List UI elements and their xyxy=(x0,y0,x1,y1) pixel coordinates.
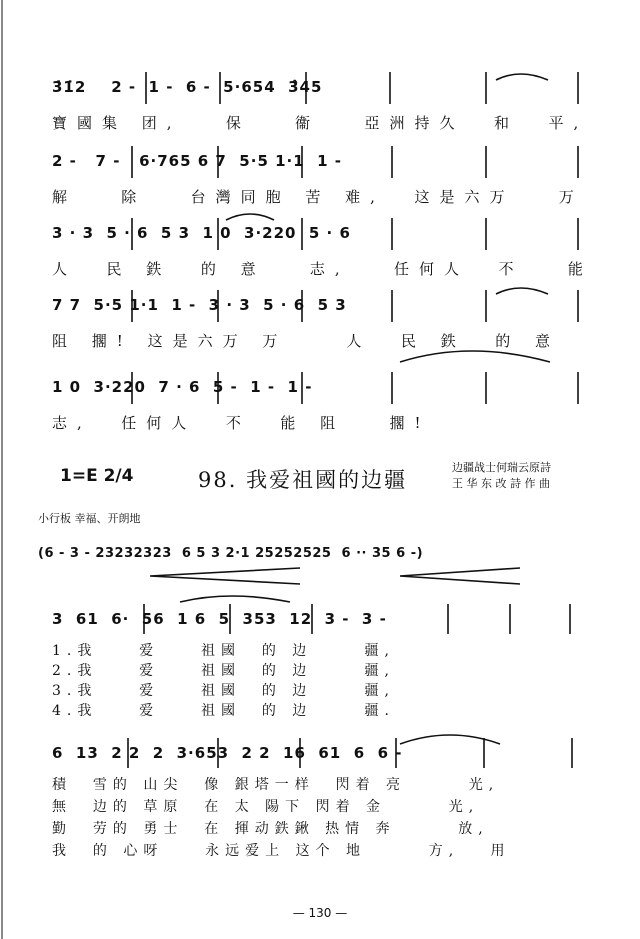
verse-2-line-2: 無 边的 草原 在 太 陽下 閃着 金 光, xyxy=(52,799,480,815)
tempo-marking: 小行板 幸福、开朗地 xyxy=(38,512,141,525)
notation-line-1: 3̇1̇2 2 - 1 - 6 - 5·654 3̂45 xyxy=(52,78,323,96)
notation-line-5: 1 0 3·220 7 · 6 5 - 1 - 1 - xyxy=(52,378,313,396)
credit-lyricist: 边疆战士何瑞云原詩 xyxy=(452,461,551,474)
lyric-line-3: 人 民 鉄 的 意 志, 任何人 不 能 xyxy=(52,260,593,278)
song-title: 98. 我爱祖國的边疆 xyxy=(198,468,408,492)
lyric-line-4: 阻 擱! 这是六万 万 人 民 鉄 的 意 xyxy=(52,332,561,350)
verse-4-line-1: 4.我 爱 祖國 的 边 疆. xyxy=(52,703,396,719)
melody-line-1: 3 61 6· 56 1 6 5 353 12 3 - 3 - xyxy=(52,610,387,628)
verse-3-line-2: 勤 劳的 勇士 在 揮动鉄鍬 热情 奔 放, xyxy=(52,821,489,837)
page-number: — 130 — xyxy=(292,906,348,920)
lyric-line-1: 寶國集 团, 保 衞 亞洲持久 和 平, xyxy=(52,114,589,132)
lyric-line-2: 解 除 台灣同胞 苦 难, 这是六万 万 xyxy=(52,188,584,206)
verse-1-line-1: 1.我 爱 祖國 的 边 疆, xyxy=(52,643,396,659)
notation-line-2: 2 - 7 - 6·765 6 7 5·5 1·1 1 - xyxy=(52,152,343,170)
verse-1-line-2: 積 雪的 山尖 像 銀塔一样 閃着 亮 光, xyxy=(52,777,500,793)
key-signature: 1=E 2/4 xyxy=(60,466,134,486)
notation-line-4: 7 7 5·5 1·1 1 - 3 · 3 5 · 6 5 3 xyxy=(52,296,347,314)
verse-4-line-2: 我 的 心呀 永远爱上 这个 地 方, 用 xyxy=(52,843,511,859)
verse-2-line-1: 2.我 爱 祖國 的 边 疆, xyxy=(52,663,396,679)
verse-3-line-1: 3.我 爱 祖國 的 边 疆, xyxy=(52,683,396,699)
credit-composer: 王 华 东 改 詩 作 曲 xyxy=(452,477,550,490)
lyric-line-5: 志, 任何人 不 能 阻 擱! xyxy=(52,414,431,432)
melody-line-2: 6 13 2 2 2 3·653 2 2 16 61 6 6 - xyxy=(52,744,403,762)
notation-line-3: 3 · 3 5 · 6 5 3 1 0 3·220 5 · 6 xyxy=(52,224,351,242)
intro-notation: (6 - 3 - 23232323 6 5 3 2·1 25252525 6 ·· 35 6 -) xyxy=(38,546,424,561)
